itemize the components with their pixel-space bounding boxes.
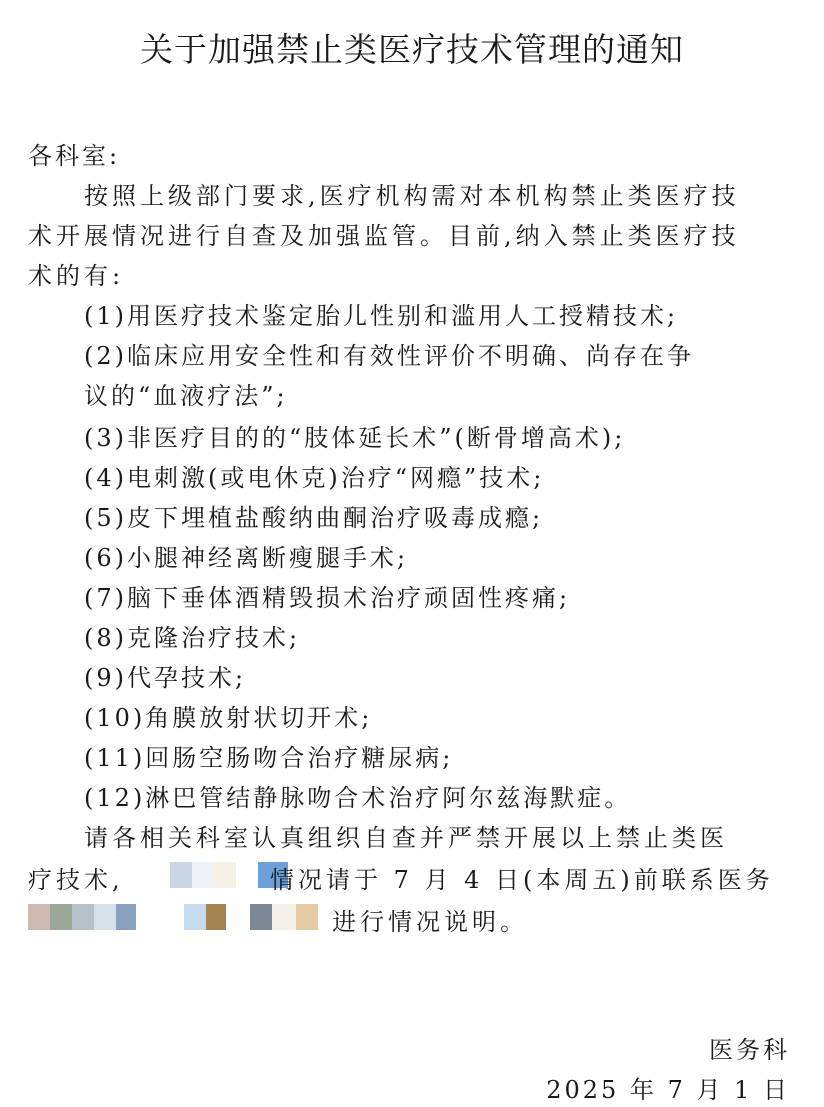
intro-line-1: 按照上级部门要求,医疗机构需对本机构禁止类医疗技 — [84, 182, 740, 210]
list-item: (12)淋巴管结静脉吻合术治疗阿尔兹海默症。 — [84, 784, 632, 812]
closing-line-3: 进行情况说明。 — [332, 908, 528, 936]
closing-line-1: 请各相关科室认真组织自查并严禁开展以上禁止类医 — [84, 824, 728, 852]
salutation: 各科室: — [28, 142, 121, 170]
list-item: (5)皮下埋植盐酸纳曲酮治疗吸毒成瘾; — [84, 504, 544, 532]
list-item: (4)电刺激(或电休克)治疗“网瘾”技术; — [84, 464, 545, 492]
list-item: 议的“血液疗法”; — [84, 382, 288, 410]
signature-date: 2025 年 7 月 1 日 — [546, 1076, 790, 1104]
list-item: (3)非医疗目的的“肢体延长术”(断骨增高术); — [84, 424, 626, 452]
list-item: (8)克隆治疗技术; — [84, 624, 301, 652]
list-item: (1)用医疗技术鉴定胎儿性别和滥用人工授精技术; — [84, 302, 679, 330]
intro-line-2: 术开展情况进行自查及加强监管。目前,纳入禁止类医疗技 — [28, 222, 740, 250]
list-item: (2)临床应用安全性和有效性评价不明确、尚存在争 — [84, 342, 694, 370]
document-title: 关于加强禁止类医疗技术管理的通知 — [140, 30, 684, 69]
list-item: (9)代孕技术; — [84, 664, 247, 692]
list-item: (6)小腿神经离断瘦腿手术; — [84, 544, 409, 572]
closing-line-2-start: 疗技术, — [28, 866, 124, 894]
intro-line-3: 术的有: — [28, 262, 125, 290]
closing-line-2-end: 情况请于 7 月 4 日(本周五)前联系医务 — [270, 866, 774, 894]
list-item: (11)回肠空肠吻合治疗糖尿病; — [84, 744, 454, 772]
list-item: (10)角膜放射状切开术; — [84, 704, 373, 732]
list-item: (7)脑下垂体酒精毁损术治疗顽固性疼痛; — [84, 584, 571, 612]
signature-department: 医务科 — [709, 1036, 790, 1064]
redaction-mosaic — [28, 904, 318, 930]
